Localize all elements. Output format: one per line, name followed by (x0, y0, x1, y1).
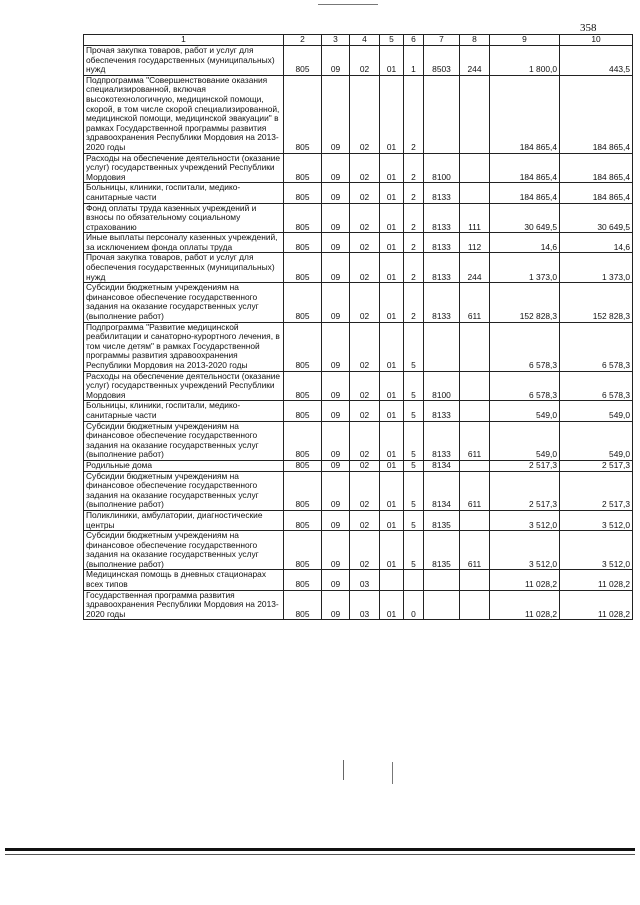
row-value-cell: 443,5 (560, 46, 633, 76)
row-value-cell: 6 578,3 (490, 371, 560, 401)
row-name-cell: Расходы на обеспечение деятельности (оказание услуг) государственных учреждений Республики Мордовия (84, 153, 284, 183)
table-row (84, 322, 633, 371)
row-value-cell: 01 (380, 531, 404, 570)
header-cell: 8 (460, 35, 490, 46)
row-value-cell: 02 (350, 75, 380, 153)
row-value-cell: 14,6 (490, 233, 560, 253)
row-value-cell: 8133 (424, 401, 460, 421)
table-row (84, 153, 633, 183)
table-row (84, 46, 633, 76)
row-value-cell: 09 (322, 590, 350, 620)
row-name-cell: Субсидии бюджетным учреждениям на финансовое обеспечение государственного задания на оказание государственных услуг (выполнение работ) (84, 531, 284, 570)
row-value-cell: 09 (322, 531, 350, 570)
row-value-cell: 184 865,4 (560, 153, 633, 183)
row-value-cell: 01 (380, 401, 404, 421)
row-value-cell: 11 028,2 (560, 570, 633, 590)
row-value-cell: 5 (404, 401, 424, 421)
table-row (84, 421, 633, 460)
row-value-cell: 805 (284, 570, 322, 590)
header-cell: 10 (560, 35, 633, 46)
bottom-border-line (5, 848, 635, 851)
row-value-cell: 549,0 (490, 421, 560, 460)
row-value-cell: 01 (380, 510, 404, 530)
row-value-cell: 8135 (424, 531, 460, 570)
row-value-cell: 112 (460, 233, 490, 253)
row-value-cell: 09 (322, 421, 350, 460)
row-value-cell: 3 512,0 (490, 510, 560, 530)
row-value-cell: 01 (380, 590, 404, 620)
row-value-cell: 5 (404, 322, 424, 371)
row-value-cell (460, 371, 490, 401)
row-value-cell: 02 (350, 460, 380, 471)
row-value-cell: 611 (460, 531, 490, 570)
row-value-cell: 805 (284, 233, 322, 253)
row-value-cell: 01 (380, 421, 404, 460)
row-value-cell (424, 322, 460, 371)
table-row (84, 531, 633, 570)
row-value-cell: 6 578,3 (490, 322, 560, 371)
row-value-cell: 3 512,0 (560, 510, 633, 530)
row-value-cell: 8133 (424, 253, 460, 283)
row-value-cell: 8100 (424, 371, 460, 401)
row-value-cell: 02 (350, 421, 380, 460)
row-value-cell: 02 (350, 471, 380, 510)
row-name-cell: Субсидии бюджетным учреждениям на финансовое обеспечение государственного задания на оказание государственных услуг (выполнение работ) (84, 421, 284, 460)
row-name-cell: Государственная программа развития здравоохранения Республики Мордовия на 2013-2020 годы (84, 590, 284, 620)
row-value-cell: 09 (322, 283, 350, 322)
row-value-cell: 09 (322, 460, 350, 471)
row-value-cell: 5 (404, 460, 424, 471)
row-value-cell: 09 (322, 75, 350, 153)
scan-mark (392, 762, 393, 784)
scan-mark (343, 760, 344, 780)
row-name-cell: Прочая закупка товаров, работ и услуг для обеспечения государственных (муниципальных) нужд (84, 253, 284, 283)
row-name-cell: Фонд оплаты труда казенных учреждений и взносы по обязательному социальному страхованию (84, 203, 284, 233)
row-value-cell (424, 590, 460, 620)
row-value-cell: 8133 (424, 283, 460, 322)
row-value-cell: 02 (350, 253, 380, 283)
row-value-cell: 09 (322, 570, 350, 590)
row-value-cell: 184 865,4 (490, 153, 560, 183)
row-value-cell: 805 (284, 421, 322, 460)
row-value-cell: 2 517,3 (560, 471, 633, 510)
row-value-cell (460, 322, 490, 371)
row-value-cell: 01 (380, 460, 404, 471)
row-value-cell: 02 (350, 531, 380, 570)
table-row (84, 233, 633, 253)
row-value-cell: 01 (380, 75, 404, 153)
row-value-cell: 8133 (424, 203, 460, 233)
row-value-cell: 2 (404, 75, 424, 153)
row-name-cell: Субсидии бюджетным учреждениям на финансовое обеспечение государственного задания на оказание государственных услуг (выполнение работ) (84, 471, 284, 510)
header-cell: 1 (84, 35, 284, 46)
row-name-cell: Подпрограмма "Совершенствование оказания специализированной, включая высокотехнологичную, медицинской помощи, скорой, в том числе скорой специализированной, медицинской помощи, медицинской эвакуации" в рамках Государственной программы развития здравоохранения Республики Мордовия на 2013-2020 годы (84, 75, 284, 153)
row-value-cell (404, 570, 424, 590)
row-value-cell: 09 (322, 203, 350, 233)
table-row (84, 590, 633, 620)
row-name-cell: Прочая закупка товаров, работ и услуг для обеспечения государственных (муниципальных) нужд (84, 46, 284, 76)
row-value-cell: 5 (404, 421, 424, 460)
row-value-cell: 03 (350, 570, 380, 590)
row-name-cell: Больницы, клиники, госпитали, медико-санитарные части (84, 183, 284, 203)
table-row (84, 75, 633, 153)
row-value-cell: 8135 (424, 510, 460, 530)
row-value-cell: 184 865,4 (560, 75, 633, 153)
row-value-cell: 549,0 (490, 401, 560, 421)
table-row (84, 253, 633, 283)
row-value-cell: 01 (380, 471, 404, 510)
row-value-cell (460, 75, 490, 153)
row-value-cell: 805 (284, 75, 322, 153)
row-value-cell: 2 (404, 203, 424, 233)
row-value-cell: 805 (284, 371, 322, 401)
row-value-cell: 8134 (424, 460, 460, 471)
header-cell: 2 (284, 35, 322, 46)
scan-mark (318, 4, 378, 8)
row-value-cell: 2 (404, 153, 424, 183)
row-value-cell: 805 (284, 153, 322, 183)
row-value-cell: 5 (404, 510, 424, 530)
header-row (84, 35, 633, 46)
row-name-cell: Субсидии бюджетным учреждениям на финансовое обеспечение государственного задания на оказание государственных услуг (выполнение работ) (84, 283, 284, 322)
page-number: 358 (580, 22, 597, 34)
row-value-cell: 01 (380, 283, 404, 322)
row-value-cell: 8100 (424, 153, 460, 183)
row-value-cell: 30 649,5 (560, 203, 633, 233)
row-value-cell: 3 512,0 (560, 531, 633, 570)
row-value-cell: 01 (380, 233, 404, 253)
row-value-cell: 3 512,0 (490, 531, 560, 570)
row-value-cell: 244 (460, 253, 490, 283)
table-row (84, 283, 633, 322)
row-value-cell (460, 153, 490, 183)
row-name-cell: Подпрограмма "Развитие медицинской реабилитации и санаторно-курортного лечения, в том числе детям" в рамках Государственной программы развития здравоохранения Республики Мордовия на 2013-2020 годы (84, 322, 284, 371)
row-value-cell: 8133 (424, 183, 460, 203)
row-value-cell: 805 (284, 253, 322, 283)
row-value-cell: 30 649,5 (490, 203, 560, 233)
row-value-cell: 805 (284, 531, 322, 570)
row-value-cell: 805 (284, 590, 322, 620)
table-row (84, 401, 633, 421)
row-value-cell: 03 (350, 590, 380, 620)
row-value-cell: 09 (322, 183, 350, 203)
row-value-cell: 14,6 (560, 233, 633, 253)
row-value-cell: 02 (350, 183, 380, 203)
row-value-cell: 805 (284, 183, 322, 203)
row-value-cell: 11 028,2 (490, 570, 560, 590)
budget-table (83, 34, 633, 620)
row-value-cell: 02 (350, 203, 380, 233)
row-value-cell: 2 (404, 253, 424, 283)
row-value-cell: 09 (322, 153, 350, 183)
row-value-cell (424, 75, 460, 153)
row-value-cell: 549,0 (560, 421, 633, 460)
row-value-cell: 611 (460, 471, 490, 510)
table-row (84, 510, 633, 530)
row-value-cell: 1 373,0 (560, 253, 633, 283)
row-value-cell: 152 828,3 (490, 283, 560, 322)
row-value-cell: 2 (404, 183, 424, 203)
row-value-cell: 09 (322, 322, 350, 371)
header-cell: 7 (424, 35, 460, 46)
table-row (84, 183, 633, 203)
row-value-cell: 2 517,3 (560, 460, 633, 471)
row-name-cell: Больницы, клиники, госпитали, медико-санитарные части (84, 401, 284, 421)
row-value-cell (424, 570, 460, 590)
row-value-cell: 2 517,3 (490, 471, 560, 510)
row-value-cell (460, 183, 490, 203)
row-value-cell: 549,0 (560, 401, 633, 421)
row-value-cell: 2 (404, 233, 424, 253)
row-value-cell: 184 865,4 (490, 183, 560, 203)
row-value-cell: 805 (284, 322, 322, 371)
table-row (84, 460, 633, 471)
row-value-cell: 8133 (424, 233, 460, 253)
row-value-cell: 6 578,3 (560, 322, 633, 371)
row-value-cell: 1 373,0 (490, 253, 560, 283)
row-value-cell: 09 (322, 233, 350, 253)
row-value-cell: 02 (350, 322, 380, 371)
table-body (84, 46, 633, 620)
row-value-cell: 02 (350, 510, 380, 530)
row-value-cell: 09 (322, 371, 350, 401)
row-value-cell: 02 (350, 233, 380, 253)
header-cell: 6 (404, 35, 424, 46)
row-value-cell: 01 (380, 203, 404, 233)
row-value-cell (460, 401, 490, 421)
row-value-cell: 02 (350, 46, 380, 76)
row-value-cell: 152 828,3 (560, 283, 633, 322)
row-value-cell: 1 (404, 46, 424, 76)
row-value-cell: 805 (284, 401, 322, 421)
row-value-cell: 01 (380, 153, 404, 183)
row-value-cell (380, 570, 404, 590)
row-value-cell: 805 (284, 510, 322, 530)
row-value-cell: 184 865,4 (490, 75, 560, 153)
header-cell: 9 (490, 35, 560, 46)
row-value-cell: 805 (284, 203, 322, 233)
row-value-cell: 111 (460, 203, 490, 233)
row-value-cell: 2 (404, 283, 424, 322)
row-name-cell: Расходы на обеспечение деятельности (оказание услуг) государственных учреждений Республики Мордовия (84, 371, 284, 401)
row-name-cell: Поликлиники, амбулатории, диагностические центры (84, 510, 284, 530)
row-name-cell: Иные выплаты персоналу казенных учреждений, за исключением фонда оплаты труда (84, 233, 284, 253)
row-value-cell: 02 (350, 283, 380, 322)
row-value-cell: 09 (322, 401, 350, 421)
row-value-cell: 01 (380, 322, 404, 371)
table-row (84, 203, 633, 233)
row-value-cell: 09 (322, 510, 350, 530)
row-value-cell: 244 (460, 46, 490, 76)
row-value-cell: 611 (460, 421, 490, 460)
row-value-cell: 09 (322, 46, 350, 76)
row-value-cell: 01 (380, 253, 404, 283)
row-value-cell: 805 (284, 46, 322, 76)
row-value-cell: 2 517,3 (490, 460, 560, 471)
header-cell: 4 (350, 35, 380, 46)
row-value-cell: 01 (380, 371, 404, 401)
row-value-cell: 8503 (424, 46, 460, 76)
table-row (84, 371, 633, 401)
row-value-cell: 02 (350, 153, 380, 183)
row-value-cell (460, 570, 490, 590)
header-cell: 3 (322, 35, 350, 46)
row-value-cell: 0 (404, 590, 424, 620)
table-row (84, 570, 633, 590)
row-value-cell: 805 (284, 460, 322, 471)
bottom-border-line (5, 854, 635, 855)
row-value-cell: 5 (404, 471, 424, 510)
row-value-cell: 8133 (424, 421, 460, 460)
row-value-cell: 02 (350, 371, 380, 401)
row-value-cell (460, 590, 490, 620)
row-value-cell: 5 (404, 371, 424, 401)
row-value-cell: 1 800,0 (490, 46, 560, 76)
table-row (84, 471, 633, 510)
row-value-cell: 6 578,3 (560, 371, 633, 401)
row-value-cell: 5 (404, 531, 424, 570)
row-value-cell: 805 (284, 283, 322, 322)
row-name-cell: Медицинская помощь в дневных стационарах всех типов (84, 570, 284, 590)
row-value-cell: 805 (284, 471, 322, 510)
row-value-cell: 611 (460, 283, 490, 322)
header-cell: 5 (380, 35, 404, 46)
row-name-cell: Родильные дома (84, 460, 284, 471)
row-value-cell: 184 865,4 (560, 183, 633, 203)
row-value-cell: 01 (380, 183, 404, 203)
row-value-cell: 02 (350, 401, 380, 421)
row-value-cell: 8134 (424, 471, 460, 510)
row-value-cell: 11 028,2 (490, 590, 560, 620)
row-value-cell: 11 028,2 (560, 590, 633, 620)
row-value-cell: 09 (322, 253, 350, 283)
row-value-cell: 01 (380, 46, 404, 76)
row-value-cell (460, 510, 490, 530)
row-value-cell: 09 (322, 471, 350, 510)
row-value-cell (460, 460, 490, 471)
